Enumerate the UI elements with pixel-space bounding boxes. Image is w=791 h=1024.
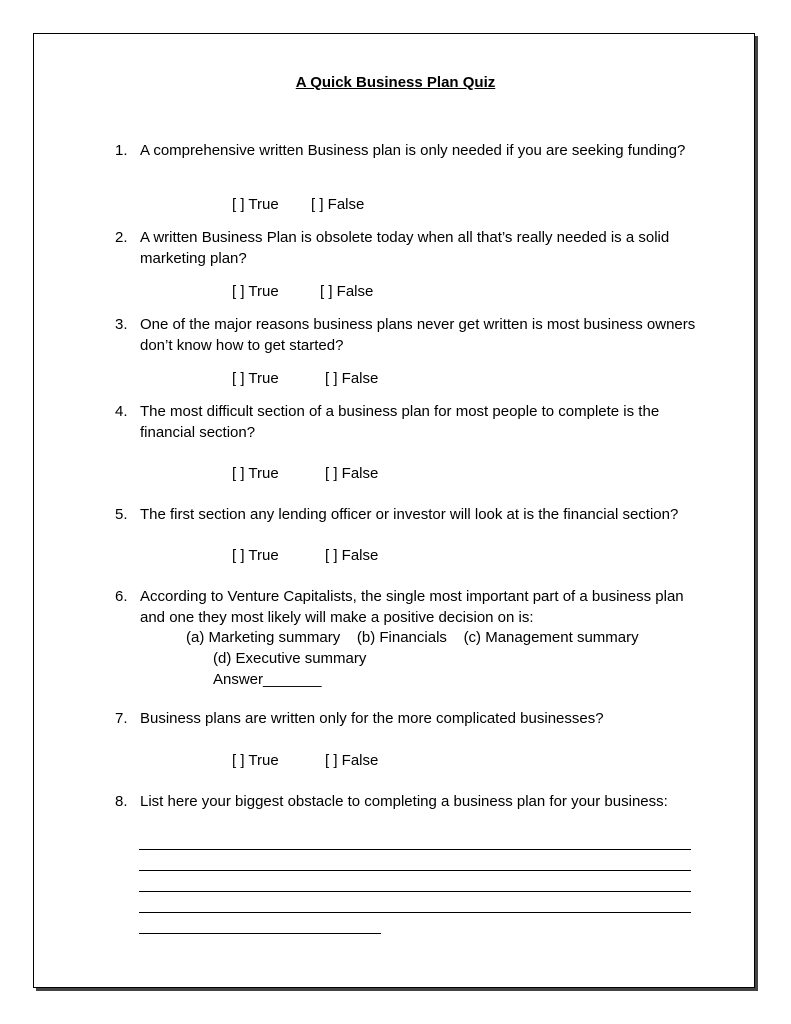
question-text: A comprehensive written Business plan is only needed if you are seeking funding? (140, 142, 686, 159)
true-checkbox-1[interactable]: [ ] True (232, 196, 279, 213)
answer-option-d: (d) Executive summary (213, 650, 367, 667)
question-number: 3. (115, 316, 128, 333)
true-checkbox-3[interactable]: [ ] True (232, 370, 279, 387)
answer-blank[interactable]: Answer_______ (213, 671, 322, 688)
question-number: 4. (115, 403, 128, 420)
question-number: 2. (115, 229, 128, 246)
question-number: 8. (115, 793, 128, 810)
true-checkbox-4[interactable]: [ ] True (232, 465, 279, 482)
false-checkbox-2[interactable]: [ ] False (320, 283, 374, 300)
true-checkbox-7[interactable]: [ ] True (232, 752, 279, 769)
false-checkbox-7[interactable]: [ ] False (325, 752, 379, 769)
question-text: According to Venture Capitalists, the single most important part of a business plan and one they most likely will make a positive decision on is: (140, 588, 684, 626)
question-text: Business plans are written only for the more complicated businesses? (140, 710, 604, 727)
question-text: The most difficult section of a business plan for most people to complete is the financial section? (140, 403, 660, 441)
answer-line-2[interactable] (139, 870, 691, 871)
question-number: 5. (115, 506, 128, 523)
answer-line-1[interactable] (139, 849, 691, 850)
false-checkbox-3[interactable]: [ ] False (325, 370, 379, 387)
question-number: 6. (115, 588, 128, 605)
question-number: 1. (115, 142, 128, 159)
answer-line-3[interactable] (139, 891, 691, 892)
page-title: A Quick Business Plan Quiz (295, 74, 496, 91)
false-checkbox-5[interactable]: [ ] False (325, 547, 379, 564)
false-checkbox-4[interactable]: [ ] False (325, 465, 379, 482)
question-text: One of the major reasons business plans never get written is most business owners don’t know how to get started? (140, 316, 696, 354)
answer-options: (a) Marketing summary (b) Financials (c) Management summary (186, 629, 639, 646)
question-number: 7. (115, 710, 128, 727)
false-checkbox-1[interactable]: [ ] False (311, 196, 365, 213)
answer-line-4[interactable] (139, 912, 691, 913)
question-text: List here your biggest obstacle to completing a business plan for your business: (140, 793, 668, 810)
true-checkbox-2[interactable]: [ ] True (232, 283, 279, 300)
true-checkbox-5[interactable]: [ ] True (232, 547, 279, 564)
question-text: A written Business Plan is obsolete today when all that’s really needed is a solid marketing plan? (140, 229, 670, 267)
answer-line-5[interactable] (139, 933, 381, 934)
question-text: The first section any lending officer or investor will look at is the financial section? (140, 506, 679, 523)
